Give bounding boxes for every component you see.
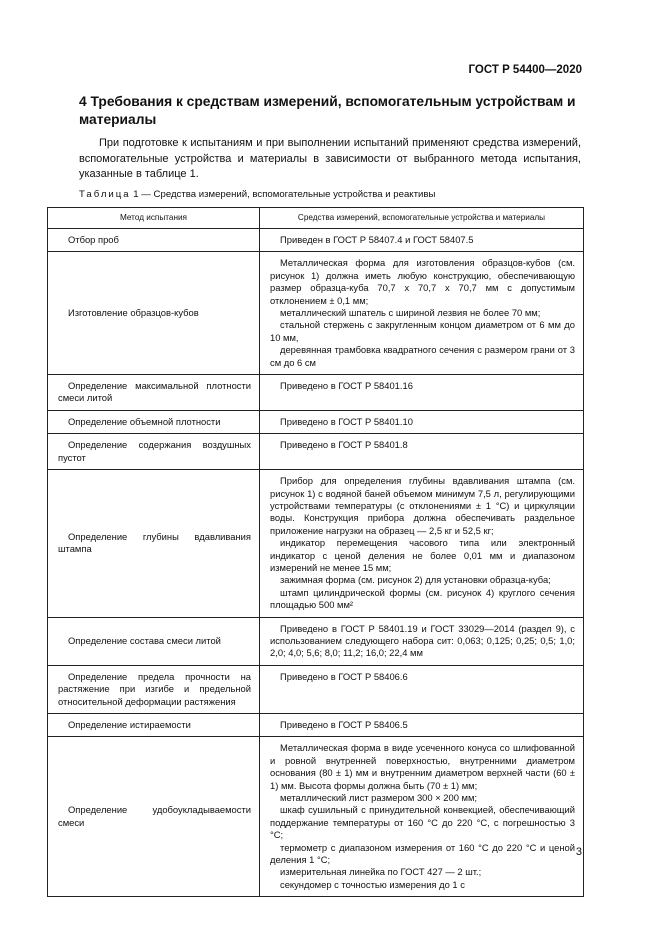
equipment-line: штамп цилиндрической формы (см. рисунок 4) круглого сечения площадью 500 мм² (270, 586, 575, 611)
table-caption-title: 1 — Средства измерений, вспомогательные устройства и реактивы (130, 189, 436, 200)
intro-paragraph: При подготовке к испытаниям и при выполнении испытаний применяют средства измерений, вспомогательные устройства и материалы в зависимости от выбранного метода испытания, указанные в таблице 1. (79, 137, 581, 180)
equipment-cell (260, 737, 584, 897)
equipment-line: термометр с диапазоном измерения от 160 °С до 220 °С и ценой деления 1 °С; (270, 841, 575, 866)
table-caption-word: Таблица (79, 189, 131, 200)
table-row (48, 617, 584, 665)
table-caption (79, 189, 435, 200)
table-row (48, 737, 584, 897)
equipment-cell (260, 252, 584, 375)
equipment-line: Приведено в ГОСТ Р 58401.16 (280, 380, 413, 392)
method-cell: Отбор проб (48, 229, 260, 252)
equipment-line: шкаф сушильный с принудительной конвекцией, обеспечивающий поддержание температуры от 160 °С до 220 °С, с погрешностью 3 °С; (270, 804, 575, 841)
table-row (48, 375, 584, 411)
method-cell: Определение истираемости (48, 714, 260, 737)
table-row (48, 229, 584, 252)
equipment-cell (260, 229, 584, 252)
method-cell: Определение объемной плотности (48, 410, 260, 433)
method-cell: Изготовление образцов-кубов (48, 252, 260, 375)
equipment-line: Металлическая форма для изготовления образцов-кубов (см. рисунок 1) должна иметь любую конструкцию, обеспечивающую размер образца-куба 70,7 x 70,7 x 70,7 мм с допустимым отклонением ± 0,1 мм; (270, 257, 575, 306)
equipment-line: Приведено в ГОСТ Р 58401.8 (280, 439, 408, 451)
equipment-line: Прибор для определения глубины вдавливания штампа (см. рисунок 1) с водяной баней объемом минимум 7,5 л, регулирующими устройствами температуры (с отклонениями ± 1 °С) и циркуляции воды. Конструкция прибора должна обеспечивать раздельное приложение нагрузки на образец — 2,5 кг и 52,5 кг; (270, 475, 575, 536)
header-equipment: Средства измерений, вспомогательные устройства и материалы (260, 208, 584, 229)
header-method: Метод испытания (48, 208, 260, 229)
equipment-cell (260, 375, 584, 411)
equipment-line: Приведено в ГОСТ Р 58406.5 (280, 719, 408, 730)
equipment-cell (260, 434, 584, 470)
equipment-line: секундомер с точностью измерения до 1 с (280, 878, 465, 890)
equipment-line: индикатор перемещения часового типа или электронный индикатор с ценой деления не более 0,01 мм и диапазоном измерений не менее 15 мм; (270, 537, 575, 573)
method-cell: Определение глубины вдавливания штампа (48, 470, 260, 617)
equipment-line: металлический лист размером 300 × 200 мм; (280, 792, 478, 804)
equipment-line: деревянная трамбовка квадратного сечения с размером грани от 3 см до 6 см (270, 344, 575, 368)
document-code: ГОСТ Р 54400—2020 (468, 64, 582, 76)
equipment-cell (260, 617, 584, 665)
table-row (48, 410, 584, 433)
equipment-cell (260, 410, 584, 433)
method-cell: Определение содержания воздушных пустот (48, 434, 260, 470)
equipment-cell (260, 470, 584, 617)
equipment-line: стальной стержень с закругленным концом диаметром от 6 мм до 10 мм, (270, 319, 575, 343)
section-heading: 4 Требования к средствам измерений, вспомогательным устройствам и материалы (79, 94, 576, 128)
equipment-line: Приведено в ГОСТ Р 58401.19 и ГОСТ 33029—2014 (раздел 9), с использованием следующего набора сит: 0,063; 0,125; 0,25; 0,5; 1,0; 2,0; 4,0; 5,6; 8,0; 11,2; 16,0; 22,4 мм (270, 622, 575, 659)
equipment-line: измерительная линейка по ГОСТ 427 — 2 шт.; (280, 866, 482, 878)
equipment-line: Приведен в ГОСТ Р 58407.4 и ГОСТ 58407.5 (280, 234, 474, 245)
table-row (48, 470, 584, 617)
equipment-cell (260, 714, 584, 737)
equipment-line: Металлическая форма в виде усеченного конуса со шлифованной и ровной внутренней поверхностью, внутренними диаметром основания (80 ± 1) мм и внутренним диаметром верхней части (60 ± 1) мм. Высота формы должна быть (70 ± 1) мм; (270, 742, 575, 791)
page-number: 3 (575, 846, 582, 858)
method-cell: Определение предела прочности на растяжение при изгибе и предельной относительной деформации растяжения (48, 665, 260, 713)
equipment-line: металлический шпатель с шириной лезвия не более 70 мм; (280, 307, 541, 319)
equipment-cell (260, 665, 584, 713)
method-cell: Определение максимальной плотности смеси литой (48, 375, 260, 411)
method-cell: Определение состава смеси литой (48, 617, 260, 665)
table-header-row (48, 208, 584, 229)
table-row (48, 434, 584, 470)
requirements-table (47, 207, 584, 897)
equipment-line: Приведено в ГОСТ Р 58401.10 (280, 415, 413, 427)
method-cell: Определение удобоукладываемости смеси (48, 737, 260, 897)
table-row (48, 714, 584, 737)
equipment-line: зажимная форма (см. рисунок 2) для установки образца-куба; (280, 574, 551, 586)
table-row (48, 252, 584, 375)
equipment-line: Приведено в ГОСТ Р 58406.6 (280, 670, 408, 682)
table-row (48, 665, 584, 713)
